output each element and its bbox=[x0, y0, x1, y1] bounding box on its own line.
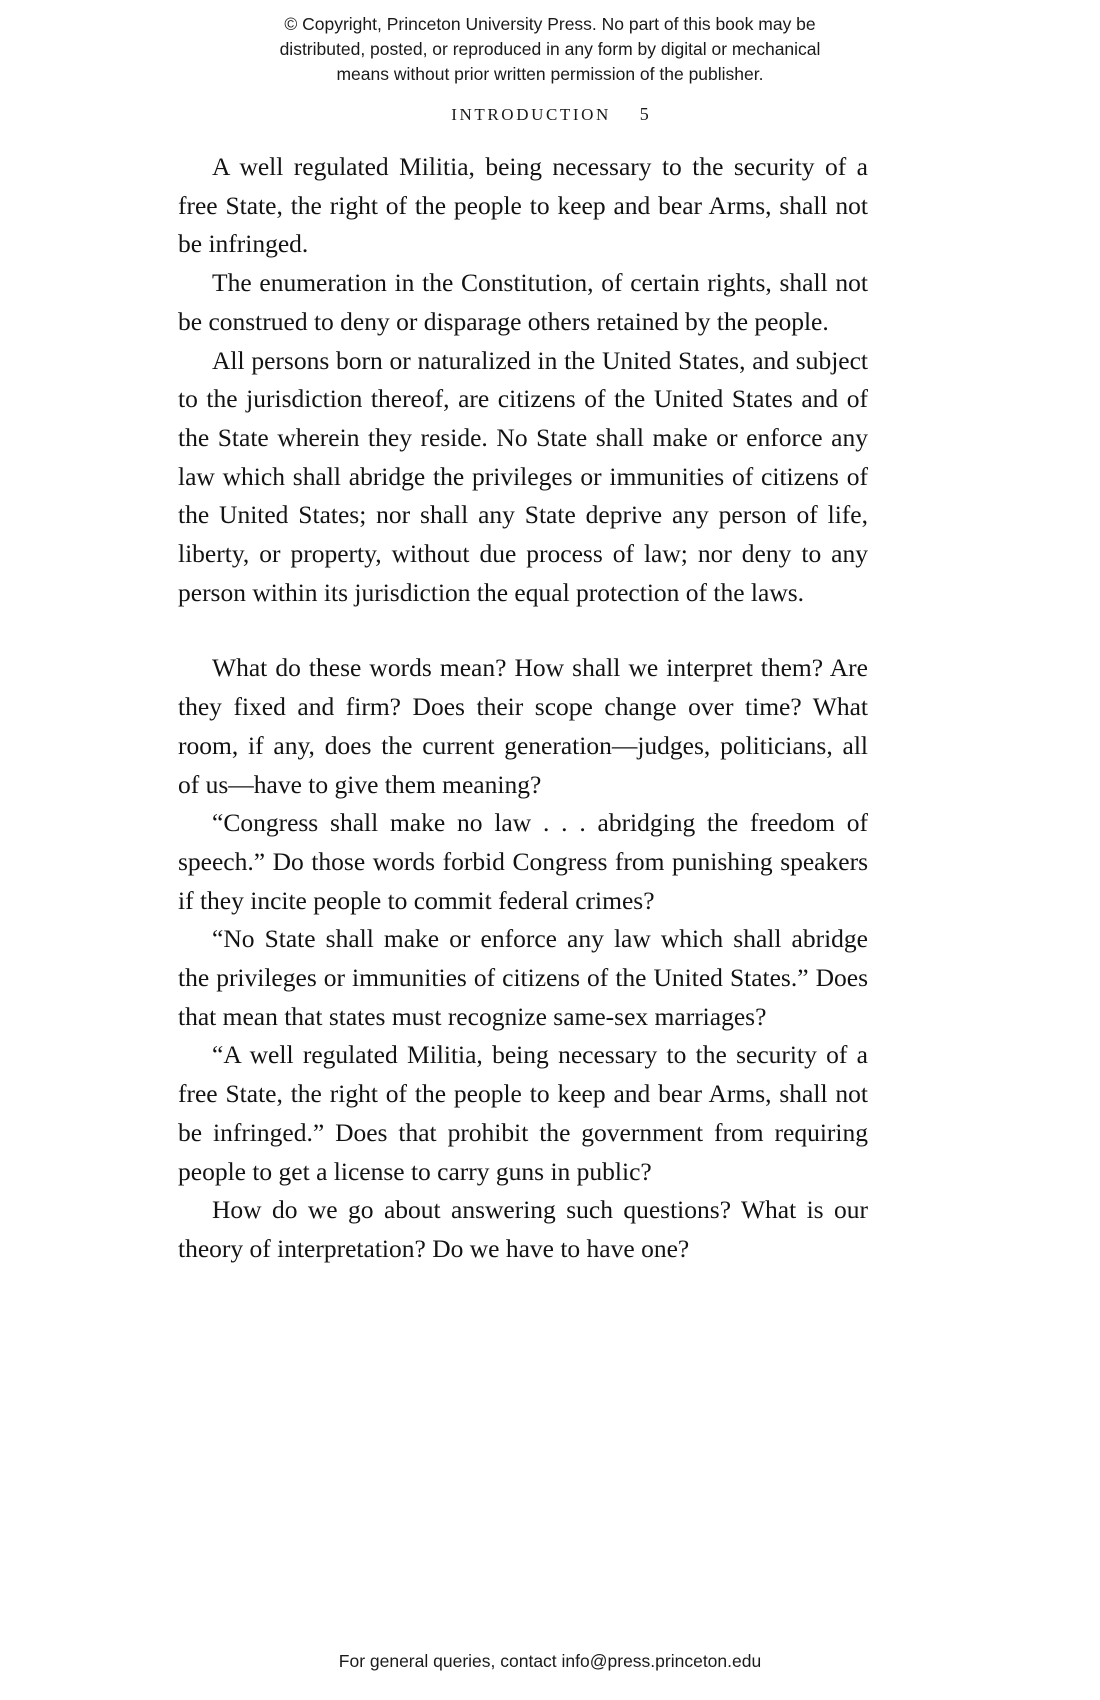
paragraph-fourteenth-amendment: All persons born or naturalized in the United States, and subject to the jurisdiction thereof, are citizens of the United States and of the State wherein they reside. No State shall make or enforce any law which shall abridge the privileges or immunities of citizens of the United States; nor shall any State deprive any person of life, liberty, or property, without due process of law; nor deny to any person within its jurisdiction the equal protection of the laws. bbox=[178, 345, 868, 607]
paragraph-no-state-shall-make: “No State shall make or enforce any law which shall abridge the privileges or immunities of citizens of the United States.” Does that mean that states must recognize same-sex marriages? bbox=[178, 924, 868, 1031]
paragraph-what-do-these-words-mean: What do these words mean? How shall we interpret them? Are they fixed and firm? Does their scope change over time? What room, if any, does the current generation—judges, politicians, all of us—have to give them meaning? bbox=[178, 653, 868, 799]
copyright-line-3: means without prior written permission of the publisher. bbox=[336, 63, 764, 84]
paragraph-well-regulated-militia-quote: “A well regulated Militia, being necessary to the security of a free State, the right of the people to keep and bear Arms, shall not be infringed.” Does that prohibit the government from requiring people to get a license to carry guns in public? bbox=[178, 1040, 868, 1186]
paragraph-how-do-we-go-about: How do we go about answering such questions? What is our theory of interpretation? Do we have to have one? bbox=[178, 1195, 868, 1263]
copyright-line-2: distributed, posted, or reproduced in any form by digital or mechanical bbox=[279, 38, 821, 59]
footer-queries-note: For general queries, contact info@press.princeton.edu bbox=[338, 1651, 762, 1671]
page-body bbox=[178, 148, 868, 1269]
paragraph-congress-shall-make-no-law: “Congress shall make no law . . . abridging the freedom of speech.” Do those words forbid Congress from punishing speakers if they incite people to commit federal crimes? bbox=[178, 808, 868, 915]
copyright-line-1: © Copyright, Princeton University Press. No part of this book may be bbox=[284, 14, 816, 34]
paragraph-second-amendment: A well regulated Militia, being necessary to the security of a free State, the right of the people to keep and bear Arms, shall not be infringed. bbox=[178, 152, 868, 259]
page-number: 5 bbox=[639, 104, 649, 124]
copyright-notice bbox=[0, 12, 1100, 87]
paragraph-ninth-amendment: The enumeration in the Constitution, of certain rights, shall not be construed to deny or disparage others retained by the people. bbox=[178, 268, 868, 336]
running-head-label: INTRODUCTION bbox=[451, 105, 611, 124]
running-head bbox=[0, 104, 1100, 125]
